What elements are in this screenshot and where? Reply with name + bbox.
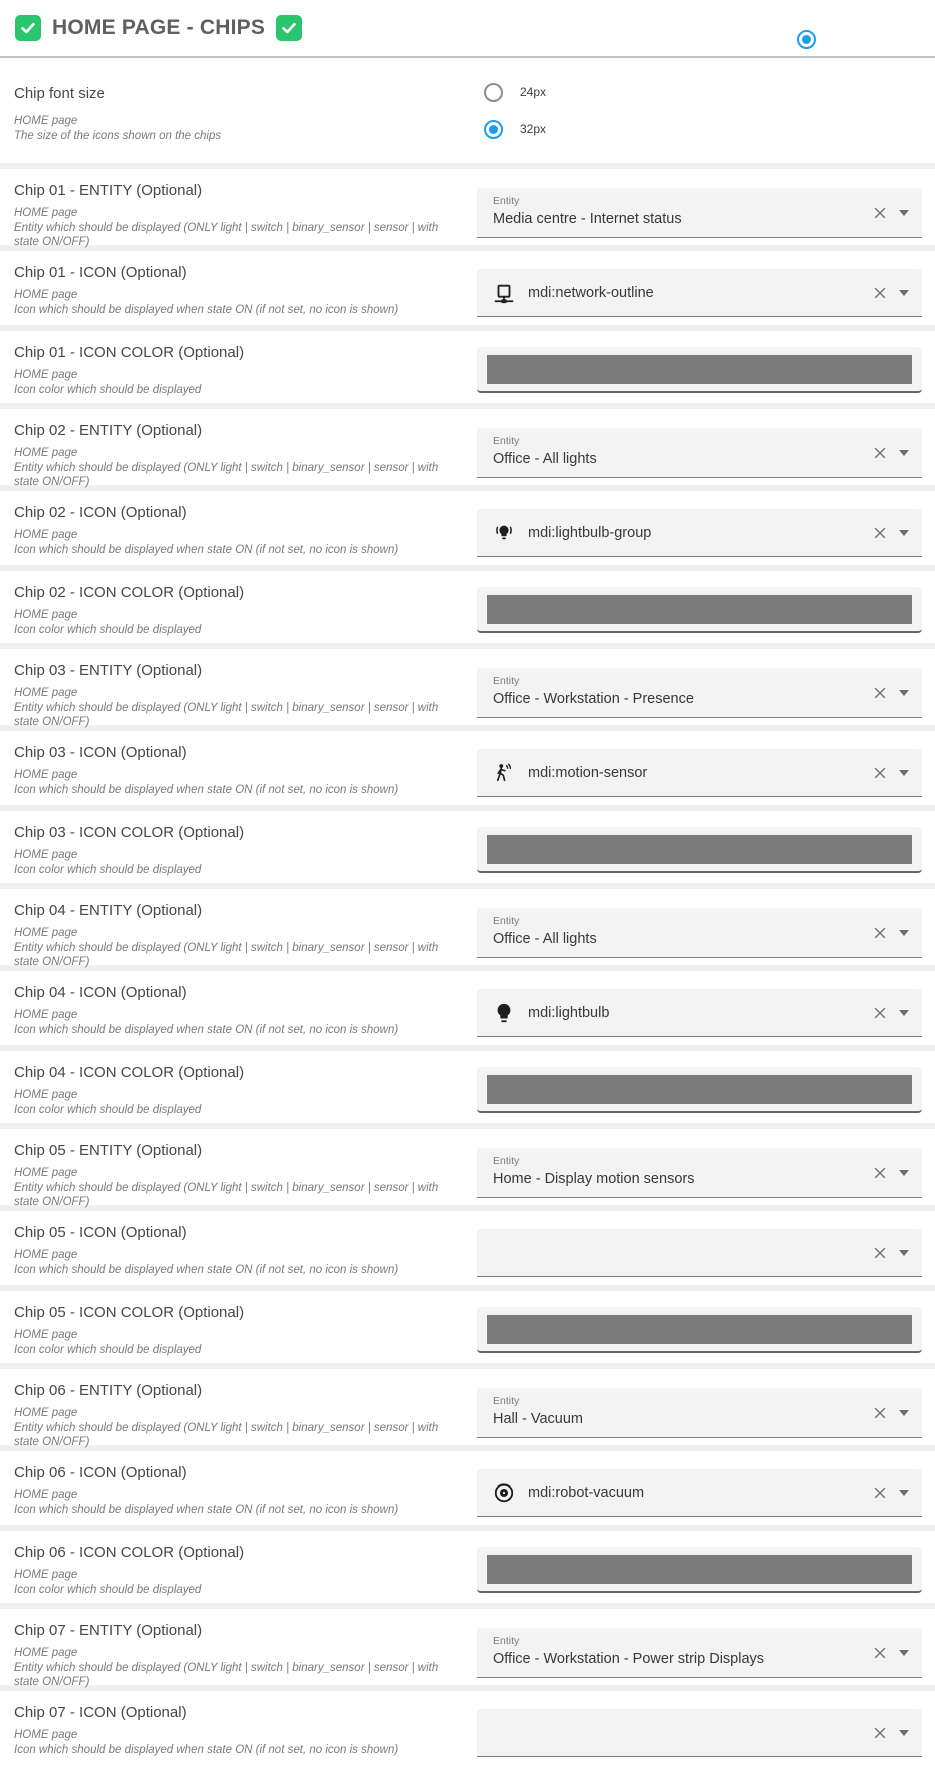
color-swatch[interactable] (487, 355, 912, 384)
row-description: Icon which should be displayed when state ON (if not set, no icon is shown) (14, 1023, 399, 1036)
icon-select-field[interactable] (477, 269, 922, 317)
entity-value: Media centre - Internet status (493, 211, 682, 227)
chip-font-size-row (0, 58, 935, 163)
clear-icon[interactable] (871, 1404, 889, 1422)
icon-name: mdi:robot-vacuum (528, 1484, 645, 1501)
motion-sensor-icon (493, 762, 515, 784)
chevron-down-icon[interactable] (899, 690, 909, 696)
row-title: Chip 06 - ICON (Optional) (14, 1464, 187, 1481)
color-swatch[interactable] (487, 595, 912, 624)
field-label: Entity (493, 675, 520, 687)
icon-name: mdi:motion-sensor (528, 764, 648, 781)
config-row-icon (0, 251, 935, 325)
network-outline-icon (493, 282, 515, 304)
row-title: Chip 02 - ICON COLOR (Optional) (14, 584, 245, 601)
row-title: Chip 02 - ICON (Optional) (14, 504, 187, 521)
config-row-color (0, 331, 935, 403)
clear-icon[interactable] (871, 1644, 889, 1662)
entity-value: Office - All lights (493, 931, 597, 947)
clear-icon[interactable] (871, 1724, 889, 1742)
page-label: HOME page (14, 1407, 78, 1419)
chevron-down-icon[interactable] (899, 1010, 909, 1016)
radio-label[interactable]: 24px (520, 85, 547, 99)
page-label: HOME page (14, 1647, 78, 1659)
config-row-icon (0, 971, 935, 1045)
row-description: Icon color which should be displayed (14, 863, 202, 876)
font-size-options (484, 58, 546, 163)
entity-select-field[interactable] (477, 1388, 922, 1438)
page-label: HOME page (14, 1167, 78, 1179)
page-label: HOME page (14, 289, 78, 301)
clear-icon[interactable] (871, 524, 889, 542)
entity-select-field[interactable] (477, 1628, 922, 1678)
header-radio[interactable] (797, 30, 816, 49)
page-label: HOME page (14, 115, 78, 127)
entity-select-field[interactable] (477, 428, 922, 478)
page-label: HOME page (14, 769, 78, 781)
config-rows (0, 169, 935, 1765)
page-label: HOME page (14, 529, 78, 541)
row-title: Chip 01 - ENTITY (Optional) (14, 182, 203, 199)
entity-value: Office - Workstation - Presence (493, 691, 694, 707)
page-label: HOME page (14, 1329, 78, 1341)
chevron-down-icon[interactable] (899, 770, 909, 776)
config-row-icon (0, 1691, 935, 1765)
row-title: Chip 02 - ENTITY (Optional) (14, 422, 203, 439)
row-description: Icon which should be displayed when state ON (if not set, no icon is shown) (14, 1743, 399, 1756)
entity-select-field[interactable] (477, 1148, 922, 1198)
row-description: Entity which should be displayed (ONLY light | switch | binary_sensor | sensor | with state ON/OFF) (14, 461, 439, 488)
row-title: Chip 01 - ICON (Optional) (14, 264, 187, 281)
row-title: Chip 07 - ENTITY (Optional) (14, 1622, 203, 1639)
row-description: Icon color which should be displayed (14, 383, 202, 396)
section-title: HOME PAGE - CHIPS (52, 16, 266, 39)
clear-icon[interactable] (871, 684, 889, 702)
page-label: HOME page (14, 1569, 78, 1581)
row-description: Entity which should be displayed (ONLY light | switch | binary_sensor | sensor | with state ON/OFF) (14, 221, 439, 248)
config-row-entity (0, 1369, 935, 1448)
icon-select-field[interactable] (477, 989, 922, 1037)
color-swatch[interactable] (487, 1315, 912, 1344)
field-label: Entity (493, 1395, 520, 1407)
config-row-color (0, 1531, 935, 1603)
page-label: HOME page (14, 447, 78, 459)
chevron-down-icon[interactable] (899, 1490, 909, 1496)
row-description: Entity which should be displayed (ONLY light | switch | binary_sensor | sensor | with state ON/OFF) (14, 1661, 439, 1688)
entity-select-field[interactable] (477, 188, 922, 238)
row-title: Chip 06 - ENTITY (Optional) (14, 1382, 203, 1399)
config-row-icon (0, 731, 935, 805)
icon-name: mdi:network-outline (528, 284, 654, 301)
color-swatch[interactable] (487, 835, 912, 864)
radio-label[interactable]: 32px (520, 122, 547, 136)
page-label: HOME page (14, 1729, 78, 1741)
lightbulb-group-icon (493, 522, 515, 544)
config-row-color (0, 811, 935, 883)
row-title: Chip 04 - ENTITY (Optional) (14, 902, 203, 919)
row-title: Chip 05 - ENTITY (Optional) (14, 1142, 203, 1159)
entity-value: Office - Workstation - Power strip Displays (493, 1651, 765, 1667)
row-description: Entity which should be displayed (ONLY light | switch | binary_sensor | sensor | with state ON/OFF) (14, 1181, 439, 1208)
clear-icon[interactable] (871, 284, 889, 302)
row-title: Chip 05 - ICON COLOR (Optional) (14, 1304, 245, 1321)
chevron-down-icon[interactable] (899, 1250, 909, 1256)
row-title: Chip 04 - ICON COLOR (Optional) (14, 1064, 245, 1081)
row-title: Chip 01 - ICON COLOR (Optional) (14, 344, 245, 361)
icon-name: mdi:lightbulb-group (528, 524, 652, 541)
section-header (0, 0, 935, 58)
clear-icon[interactable] (871, 1004, 889, 1022)
chevron-down-icon[interactable] (899, 290, 909, 296)
entity-value: Home - Display motion sensors (493, 1171, 695, 1187)
chevron-down-icon[interactable] (899, 1170, 909, 1176)
entity-select-field[interactable] (477, 908, 922, 958)
clear-icon[interactable] (871, 1244, 889, 1262)
color-swatch[interactable] (487, 1555, 912, 1584)
icon-select-field[interactable] (477, 1709, 922, 1757)
row-description: Icon which should be displayed when state ON (if not set, no icon is shown) (14, 1263, 399, 1276)
row-description: Entity which should be displayed (ONLY light | switch | binary_sensor | sensor | with state ON/OFF) (14, 1421, 439, 1448)
config-row-entity (0, 409, 935, 488)
entity-value: Office - All lights (493, 451, 597, 467)
config-row-icon (0, 1451, 935, 1525)
config-row-icon (0, 491, 935, 565)
config-row-color (0, 1051, 935, 1123)
page-label: HOME page (14, 849, 78, 861)
robot-vacuum-icon (493, 1482, 515, 1504)
page-label: HOME page (14, 1489, 78, 1501)
color-picker-field[interactable] (477, 1067, 922, 1113)
lightbulb-icon (493, 1002, 515, 1024)
check-square-icon (276, 15, 302, 41)
icon-name: mdi:lightbulb (528, 1004, 610, 1021)
row-title: Chip font size (14, 85, 105, 102)
config-row-icon (0, 1211, 935, 1285)
row-description: Icon which should be displayed when state ON (if not set, no icon is shown) (14, 303, 399, 316)
row-description: Icon which should be displayed when state ON (if not set, no icon is shown) (14, 543, 399, 556)
row-title: Chip 07 - ICON (Optional) (14, 1704, 187, 1721)
chevron-down-icon[interactable] (899, 530, 909, 536)
row-description: Icon color which should be displayed (14, 623, 202, 636)
row-description: Icon which should be displayed when state ON (if not set, no icon is shown) (14, 783, 399, 796)
field-label: Entity (493, 915, 520, 927)
entity-select-field[interactable] (477, 668, 922, 718)
page-label: HOME page (14, 1249, 78, 1261)
config-row-color (0, 1291, 935, 1363)
row-description: Icon color which should be displayed (14, 1343, 202, 1356)
clear-icon[interactable] (871, 764, 889, 782)
field-label: Entity (493, 435, 520, 447)
font-size-option-24[interactable] (484, 83, 546, 102)
clear-icon[interactable] (871, 204, 889, 222)
radio-24px[interactable] (484, 83, 503, 102)
row-title: Chip 05 - ICON (Optional) (14, 1224, 187, 1241)
entity-value: Hall - Vacuum (493, 1411, 583, 1427)
page-label: HOME page (14, 207, 78, 219)
row-title: Chip 03 - ENTITY (Optional) (14, 662, 203, 679)
chevron-down-icon[interactable] (899, 210, 909, 216)
row-description: Icon color which should be displayed (14, 1103, 202, 1116)
page-label: HOME page (14, 687, 78, 699)
color-picker-field[interactable] (477, 1547, 922, 1593)
check-square-icon (15, 15, 41, 41)
radio-32px[interactable] (484, 120, 503, 139)
font-size-option-32[interactable] (484, 120, 546, 139)
row-description: Entity which should be displayed (ONLY light | switch | binary_sensor | sensor | with state ON/OFF) (14, 701, 439, 728)
icon-select-field[interactable] (477, 749, 922, 797)
icon-select-field[interactable] (477, 509, 922, 557)
clear-icon[interactable] (871, 1484, 889, 1502)
page-label: HOME page (14, 1089, 78, 1101)
chevron-down-icon[interactable] (899, 450, 909, 456)
chevron-down-icon[interactable] (899, 1650, 909, 1656)
row-description: The size of the icons shown on the chips (14, 129, 222, 142)
config-row-entity (0, 1129, 935, 1208)
field-label: Entity (493, 1155, 520, 1167)
chevron-down-icon[interactable] (899, 1410, 909, 1416)
icon-select-field[interactable] (477, 1469, 922, 1517)
config-row-entity (0, 889, 935, 968)
clear-icon[interactable] (871, 924, 889, 942)
row-title: Chip 04 - ICON (Optional) (14, 984, 187, 1001)
config-row-entity (0, 169, 935, 248)
field-label: Entity (493, 1635, 520, 1647)
row-description: Icon which should be displayed when state ON (if not set, no icon is shown) (14, 1503, 399, 1516)
page-label: HOME page (14, 927, 78, 939)
row-description: Icon color which should be displayed (14, 1583, 202, 1596)
config-row-entity (0, 649, 935, 728)
color-picker-field[interactable] (477, 1307, 922, 1353)
color-swatch[interactable] (487, 1075, 912, 1104)
color-picker-field[interactable] (477, 827, 922, 873)
clear-icon[interactable] (871, 444, 889, 462)
chevron-down-icon[interactable] (899, 1730, 909, 1736)
row-title: Chip 06 - ICON COLOR (Optional) (14, 1544, 245, 1561)
row-title: Chip 03 - ICON COLOR (Optional) (14, 824, 245, 841)
icon-select-field[interactable] (477, 1229, 922, 1277)
page-label: HOME page (14, 1009, 78, 1021)
config-row-color (0, 571, 935, 643)
color-picker-field[interactable] (477, 587, 922, 633)
clear-icon[interactable] (871, 1164, 889, 1182)
page-label: HOME page (14, 369, 78, 381)
field-label: Entity (493, 195, 520, 207)
config-row-entity (0, 1609, 935, 1688)
page-label: HOME page (14, 609, 78, 621)
row-description: Entity which should be displayed (ONLY light | switch | binary_sensor | sensor | with state ON/OFF) (14, 941, 439, 968)
row-title: Chip 03 - ICON (Optional) (14, 744, 187, 761)
color-picker-field[interactable] (477, 347, 922, 393)
chevron-down-icon[interactable] (899, 930, 909, 936)
